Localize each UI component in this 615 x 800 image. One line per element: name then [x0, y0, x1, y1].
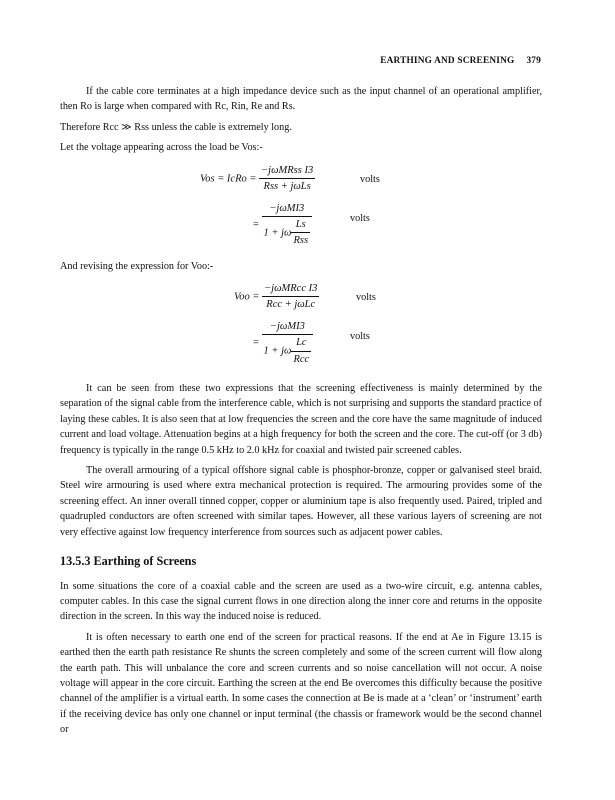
fraction-numerator: Lc: [296, 337, 307, 349]
fraction-voo-1: [262, 281, 319, 313]
fraction-numerator: −jωMI3: [269, 202, 305, 214]
paragraph-therefore: Therefore Rcc ≫ Rss unless the cable is extremely long.: [60, 121, 292, 133]
paragraph-earthing-end: It is often necessary to earth one end of the screen for practical reasons. If the end at Ae in Figure 13.15 is earthed then the earth path resistance Re shunts the screen completely and some of the screen current will flow along the earth path. This will unbalance the core and screen currents and so noise cancellation will not occur. A noise voltage will appear in the core circuit. Earthing the screen at the end Be overcomes this difficulty because the positive channel of the amplifier is a virtual earth. In some cases the connection at Be is made at a ‘clean’ or ‘instrument’ earth if the receiving device has only one channel or input terminal (the chassis or framework would be the second channel or: [60, 631, 542, 736]
fraction-denominator: [262, 334, 314, 367]
fraction-numerator: Ls: [295, 219, 306, 231]
unit-label: volts: [350, 331, 370, 343]
paragraph-revising: And revising the expression for Voo:-: [60, 260, 214, 272]
running-header: [380, 56, 541, 66]
paragraph-screening-effectiveness: It can be seen from these two expressions that the screening effectiveness is mainly determined by the separation of the signal cable from the interference cable, which is not surprising and supports the standard practice of laying these cables. It is also seen that at low frequencies the screen and the core have the same magnitude of induced current and load voltage. Attenuation begins at a high frequency for both the screen and the core. The cut-off (or 3 db) frequency is typically in the range 0.5 kHz to 2.0 kHz for coaxial and twisted pair screened cables.: [60, 383, 542, 456]
fraction-voo-2: [262, 319, 314, 367]
unit-label: volts: [350, 212, 370, 224]
fraction-denominator: [262, 216, 313, 249]
fraction-numerator: −jωMI3: [269, 321, 305, 333]
paragraph-let-voltage: Let the voltage appearing across the load be Vos:-: [60, 142, 263, 154]
equation-vos-line2: [253, 201, 312, 249]
page-body: [60, 84, 542, 743]
equation-voo-line1: [234, 281, 319, 313]
running-title: EARTHING AND SCREENING: [380, 56, 515, 66]
fraction-denominator: Rss + jωLs: [259, 178, 315, 194]
equation-voo-lhs: Voo =: [234, 291, 260, 303]
fraction-denominator: Rcc: [291, 351, 311, 367]
fraction-numerator: −jωMRcc I3: [264, 283, 318, 295]
page-number: 379: [526, 56, 541, 66]
equation-vos-lhs: Vos = IcRo =: [200, 172, 257, 184]
paragraph-armouring: The overall armouring of a typical offshore signal cable is phosphor-bronze, copper or galvanised steel braid. Steel wire armouring is used where extra mechanical protection is required. The armouring provides some of the screening effect. An inner overall tinned copper, copper or aluminium tape is also frequently used. Paired, tripled and quadrupled conductors are often screened with similar tapes. However, all these various layers of screening are not very effective against low frequency interference from sources such as adjacent power cables.: [60, 465, 542, 538]
fraction-denominator: Rss: [291, 232, 310, 248]
equation-voo-block: [60, 279, 542, 375]
section-heading: 13.5.3 Earthing of Screens: [60, 554, 197, 569]
denominator-prefix: 1 + jω: [263, 345, 292, 357]
unit-label: volts: [356, 292, 376, 304]
fraction-inner: [291, 335, 311, 367]
fraction-numerator: −jωMRss I3: [261, 164, 314, 176]
paragraph-two-wire-circuit: In some situations the core of a coaxial cable and the screen are used as a two-wire circuit, e.g. antenna cables, computer cables. In this case the signal current flows in one direction along the inner core and returns in the opposite direction in the screen. In this way the induced noise is reduced.: [60, 580, 542, 623]
equation-vos-block: [60, 161, 542, 253]
equation-vos-line1: [200, 163, 315, 195]
fraction-vos-2: [262, 201, 313, 249]
unit-label: volts: [360, 173, 380, 185]
equals-sign: =: [253, 219, 259, 231]
equation-voo-line2: [253, 319, 313, 367]
paragraph-impedance: If the cable core terminates at a high impedance device such as the input channel of an operational amplifier, then Ro is large when compared with Rc, Rin, Re and Rs.: [60, 86, 542, 113]
denominator-prefix: 1 + jω: [263, 227, 292, 239]
fraction-vos-1: [259, 163, 315, 195]
fraction-inner: [291, 217, 310, 249]
equals-sign: =: [253, 337, 259, 349]
fraction-denominator: Rcc + jωLc: [262, 296, 319, 312]
